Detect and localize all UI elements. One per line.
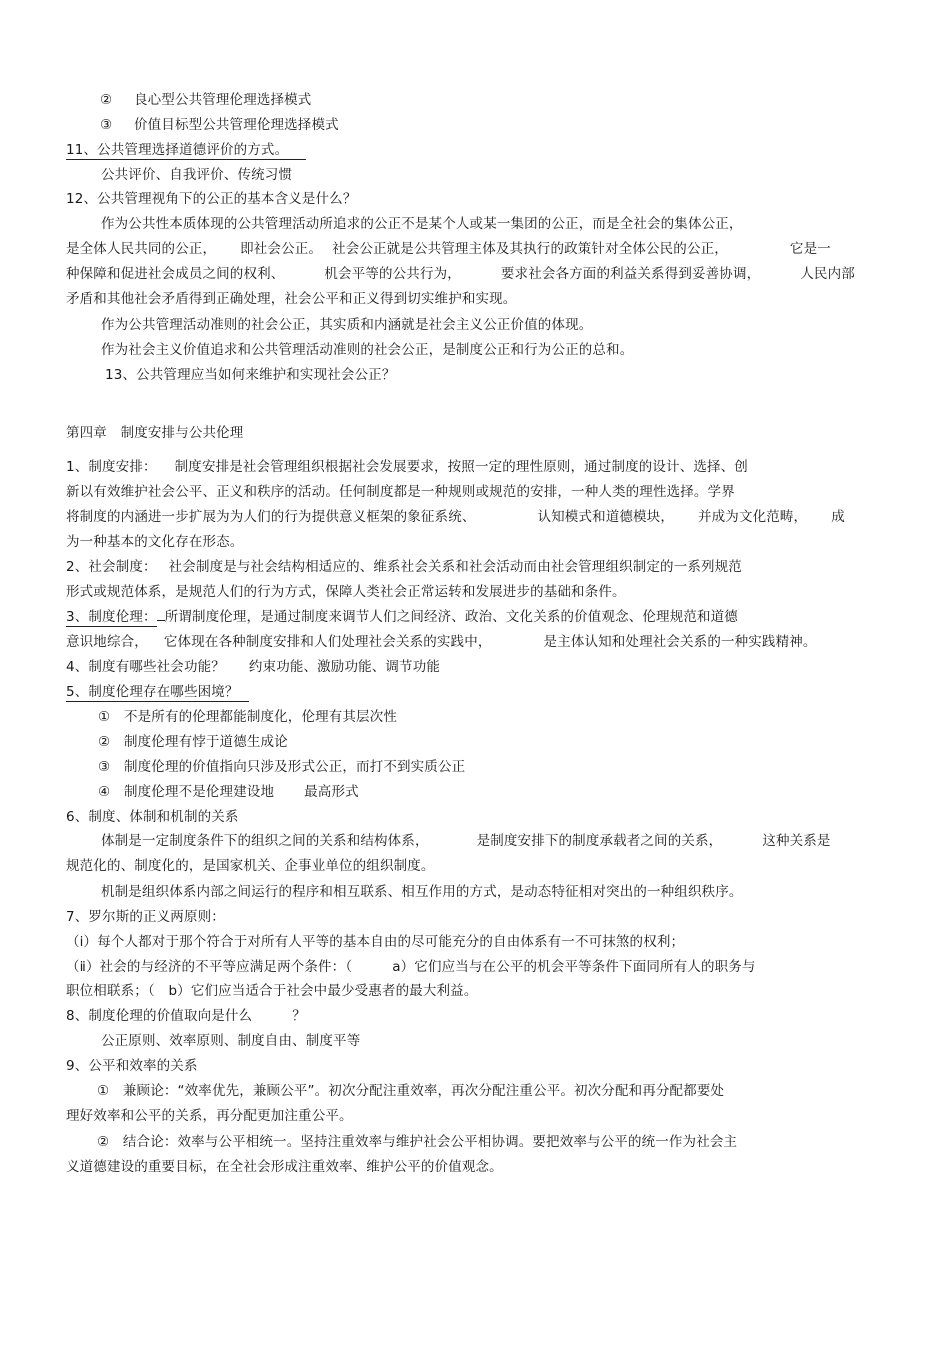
list-item: ③ 价值目标型公共管理伦理选择模式 [100,117,339,133]
paragraph-line: 种保障和促进社会成员之间的权利、 机会平等的公共行为， 要求社会各方面的利益关系得到妥善协调， 人民内部 [66,266,855,282]
paragraph-line: 新以有效维护社会公平、正义和秩序的活动。任何制度都是一种规则或规范的安排，一种人类的理性选择。学界 [66,484,735,500]
paragraph-line: 将制度的内涵进一步扩展为为人们的行为提供意义框架的象征系统、 认知模式和道德模块， 并成为文化范畴， 成 [66,509,845,525]
paragraph-line: 意识地综合， 它体现在各种制度安排和人们处理社会关系的实践中， 是主体认知和处理社会关系的一种实践精神。 [66,634,817,650]
paragraph-line: 2、社会制度： 社会制度是与社会结构相适应的、维系社会关系和社会活动而由社会管理组织制定的一系列规范 [66,559,742,575]
list-item: ② 良心型公共管理伦理选择模式 [100,92,312,108]
question-12: 12、公共管理视角下的公正的基本含义是什么？ [66,191,357,207]
paragraph-line: 作为公共性本质体现的公共管理活动所追求的公正不是某个人或某一集团的公正，而是全社会的集体公正， [101,216,743,232]
paragraph-line: 形式或规范体系，是规范人们的行为方式，保障人类社会正常运转和发展进步的基础和条件。 [66,584,626,600]
answer-11: 公共评价、自我评价、传统习惯 [101,167,293,183]
paragraph-line: （ⅰ）每个人都对于那个符合于对所有人平等的基本自由的尽可能充分的自由体系有一不可抹煞的权利； [66,934,685,950]
question-5: 5、制度伦理存在哪些困境？ [66,683,249,702]
question-11: 11、公共管理选择道德评价的方式。 [66,141,306,160]
question-4: 4、制度有哪些社会功能？ 约束功能、激励功能、调节功能 [66,659,440,675]
list-item: ② 制度伦理有悖于道德生成论 [98,734,288,750]
paragraph-line: 矛盾和其他社会矛盾得到正确处理，社会公平和正义得到切实维护和实现。 [66,291,517,307]
paragraph-line: 职位相联系；（ b）它们应当适合于社会中最少受惠者的最大利益。 [66,983,478,999]
paragraph-line: 1、制度安排： 制度安排是社会管理组织根据社会发展要求，按照一定的理性原则，通过制度的设计、选择、创 [66,459,748,475]
question-9: 9、公平和效率的关系 [66,1058,198,1074]
paragraph-line: 体制是一定制度条件下的组织之间的关系和结构体系， 是制度安排下的制度承载者之间的关系， 这种关系是 [101,833,831,849]
paragraph-line: 是全体人民共同的公正， 即社会公正。 社会公正就是公共管理主体及其执行的政策针对全体公民的公正， 它是一 [66,241,831,257]
question-6: 6、制度、体制和机制的关系 [66,809,239,825]
paragraph-line: 为一种基本的文化存在形态。 [66,534,244,550]
paragraph-line: ② 结合论：效率与公平相统一。坚持注重效率与维护社会公平相协调。要把效率与公平的统一作为社会主 [97,1134,738,1150]
list-item: ④ 制度伦理不是伦理建设地 最高形式 [98,784,359,800]
list-item: ③ 制度伦理的价值指向只涉及形式公正，而打不到实质公正 [98,759,466,775]
question-13: 13、公共管理应当如何来维护和实现社会公正？ [105,367,396,383]
question-7: 7、罗尔斯的正义两原则： [66,909,225,925]
chapter-title: 第四章 制度安排与公共伦理 [66,425,244,441]
paragraph-line: ① 兼顾论：“效率优先，兼顾公平”。初次分配注重效率，再次分配注重公平。初次分配和再分配都要处 [97,1083,725,1099]
question-8: 8、制度伦理的价值取向是什么 ？ [66,1008,306,1024]
paragraph-line: （ⅱ）社会的与经济的不平等应满足两个条件：（ a）它们应当与在公平的机会平等条件下面同所有人的职务与 [66,959,756,975]
paragraph-line: 理好效率和公平的关系，再分配更加注重公平。 [66,1108,353,1124]
paragraph-line: 作为公共管理活动准则的社会公正，其实质和内涵就是社会主义公正价值的体现。 [101,317,593,333]
paragraph-line: 作为社会主义价值追求和公共管理活动准则的社会公正，是制度公正和行为公正的总和。 [101,342,634,358]
paragraph-line: 机制是组织体系内部之间运行的程序和相互联系、相互作用的方式，是动态特征相对突出的一种组织秩序。 [101,884,743,900]
paragraph-line: 规范化的、制度化的，是国家机关、企事业单位的组织制度。 [66,858,435,874]
paragraph-line: 义道德建设的重要目标，在全社会形成注重效率、维护公平的价值观念。 [66,1159,503,1175]
answer-8: 公正原则、效率原则、制度自由、制度平等 [101,1033,361,1049]
paragraph-line: 3、制度伦理： 所谓制度伦理，是通过制度来调节人们之间经济、政治、文化关系的价值观念、伦理规范和道德 [66,609,738,625]
list-item: ① 不是所有的伦理都能制度化，伦理有其层次性 [98,709,397,725]
